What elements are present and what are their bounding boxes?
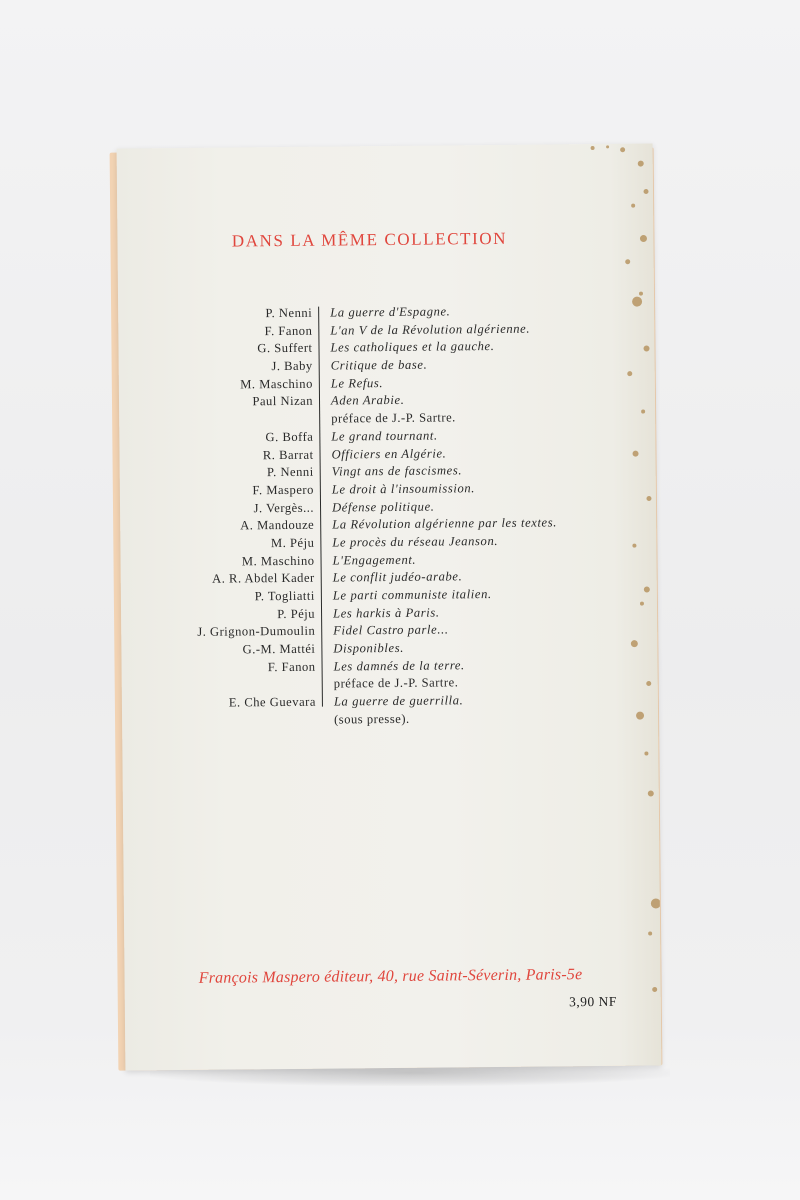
- book-title: La guerre d'Espagne.: [330, 304, 451, 320]
- price-label: 3,90 NF: [568, 993, 617, 1010]
- book-title: Les damnés de la terre.: [333, 658, 465, 674]
- book-title: Le procès du réseau Jeanson.: [332, 533, 499, 550]
- book-title: Fidel Castro parle...: [333, 622, 449, 638]
- book-note: préface de J.-P. Sartre.: [333, 675, 459, 691]
- book-title: Disponibles.: [333, 640, 404, 656]
- book-title: Les harkis à Paris.: [332, 605, 440, 621]
- author-name: G. Suffert: [257, 341, 313, 356]
- book-title: La guerre de guerrilla.: [333, 693, 464, 709]
- book-title: Défense politique.: [331, 499, 435, 515]
- author-name: G. Boffa: [265, 429, 314, 445]
- book-title: Aden Arabie.: [330, 393, 405, 408]
- list-item: [121, 655, 657, 696]
- book-title: Officiers en Algérie.: [331, 445, 447, 462]
- book-list: [118, 301, 658, 731]
- book-title: Les catholiques et la gauche.: [330, 339, 495, 355]
- author-name: J. Grignon-Dumoulin: [197, 624, 316, 640]
- author-name: A. R. Abdel Kader: [212, 571, 315, 587]
- author-name: J. Vergès...: [253, 500, 315, 515]
- book-title: La Révolution algérienne par les textes.: [332, 515, 558, 532]
- list-item: [119, 390, 655, 431]
- author-name: A. Mandouze: [240, 517, 315, 533]
- author-name: M. Maschino: [240, 376, 313, 392]
- author-name: F. Fanon: [267, 659, 316, 674]
- book-note: préface de J.-P. Sartre.: [331, 410, 456, 426]
- author-name: F. Fanon: [264, 323, 313, 338]
- author-name: R. Barrat: [262, 447, 314, 462]
- author-name: M. Péju: [270, 535, 315, 551]
- book-title: Le droit à l'insoumission.: [331, 481, 476, 497]
- book-title: Le grand tournant.: [331, 428, 438, 444]
- author-name: Paul Nizan: [252, 394, 314, 409]
- author-name: P. Nenni: [266, 464, 314, 480]
- book-title: Le parti communiste italien.: [332, 587, 492, 603]
- author-name: F. Maspero: [252, 482, 314, 498]
- author-name: M. Maschino: [241, 553, 315, 569]
- author-name: G.-M. Mattéi: [242, 641, 316, 657]
- book-note: (sous presse).: [334, 711, 410, 727]
- publisher-imprint: François Maspero éditeur, 40, rue Saint-Séverin, Paris-5e: [198, 966, 583, 987]
- author-name: J. Baby: [271, 358, 313, 374]
- book-title: Le Refus.: [330, 375, 384, 391]
- book-title: Critique de base.: [330, 357, 428, 373]
- book-title: L'an V de la Révolution algérienne.: [330, 321, 531, 338]
- list-item: [122, 691, 658, 732]
- author-name: P. Nenni: [265, 305, 313, 321]
- book-title: Vingt ans de fascismes.: [331, 463, 463, 479]
- collection-heading: DANS LA MÊME COLLECTION: [231, 228, 508, 251]
- author-name: E. Che Guevara: [228, 694, 316, 710]
- author-name: P. Péju: [277, 606, 316, 621]
- book-back-cover: [117, 143, 662, 1070]
- book-title: Le conflit judéo-arabe.: [332, 569, 463, 585]
- author-name: P. Togliatti: [254, 588, 315, 604]
- book-title: L'Engagement.: [332, 552, 417, 568]
